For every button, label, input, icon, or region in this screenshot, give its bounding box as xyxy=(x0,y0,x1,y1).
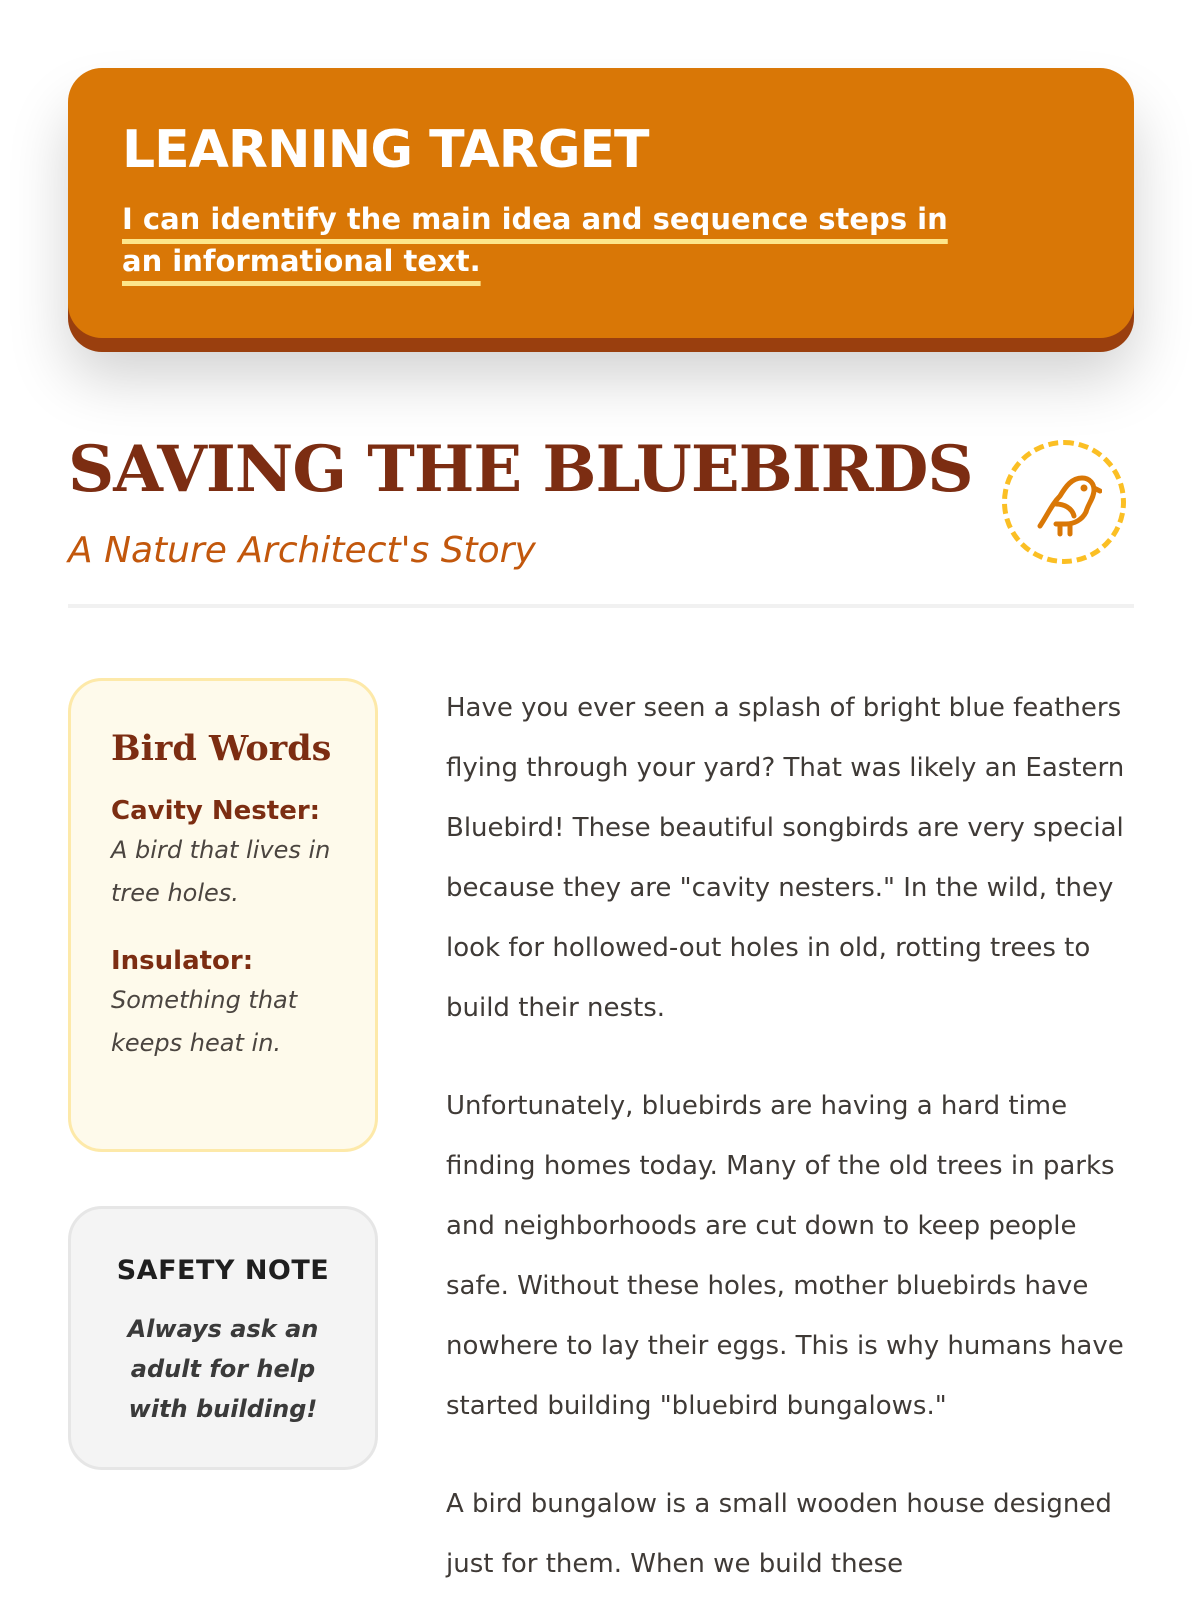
learning-target-text xyxy=(122,198,952,282)
safety-note-title: SAFETY NOTE xyxy=(116,1255,330,1286)
bird-icon xyxy=(1026,464,1102,540)
learning-target-card xyxy=(68,68,1134,338)
glossary-entry xyxy=(111,793,335,915)
glossary-definition: Something that keeps heat in. xyxy=(111,986,298,1057)
header-divider xyxy=(68,604,1134,608)
story-body xyxy=(446,678,1136,1600)
story-title: SAVING THE BLUEBIRDS xyxy=(68,432,973,507)
safety-note-text: Always ask an adult for help with building! xyxy=(127,1315,319,1423)
glossary-term: Insulator: xyxy=(111,946,254,976)
glossary-term: Cavity Nester: xyxy=(111,796,321,826)
story-subtitle: A Nature Architect's Story xyxy=(68,530,536,571)
glossary-entry xyxy=(111,943,335,1065)
story-paragraph: Unfortunately, bluebirds are having a hard time finding homes today. Many of the old trees in parks and neighborhoods are cut down to keep people safe. Without these holes, mother bluebirds have nowhere to lay their eggs. This is why humans have started building "bluebird bungalows." xyxy=(446,1091,1124,1421)
glossary-card xyxy=(68,678,378,1152)
glossary-title: Bird Words xyxy=(111,728,332,769)
glossary-definition: A bird that lives in tree holes. xyxy=(111,836,331,907)
safety-note-card xyxy=(68,1206,378,1470)
learning-target-title: LEARNING TARGET xyxy=(122,120,649,180)
learning-target-statement: I can identify the main idea and sequence steps in an informational text. xyxy=(122,202,948,278)
bird-badge xyxy=(1002,440,1126,564)
story-paragraph: Have you ever seen a splash of bright blue feathers flying through your yard? That was likely an Eastern Bluebird! These beautiful songbirds are very special because they are "cavity nesters." In the wild, they look for hollowed-out holes in old, rotting trees to build their nests. xyxy=(446,693,1125,1023)
story-paragraph: A bird bungalow is a small wooden house designed just for them. When we build these xyxy=(446,1489,1112,1579)
